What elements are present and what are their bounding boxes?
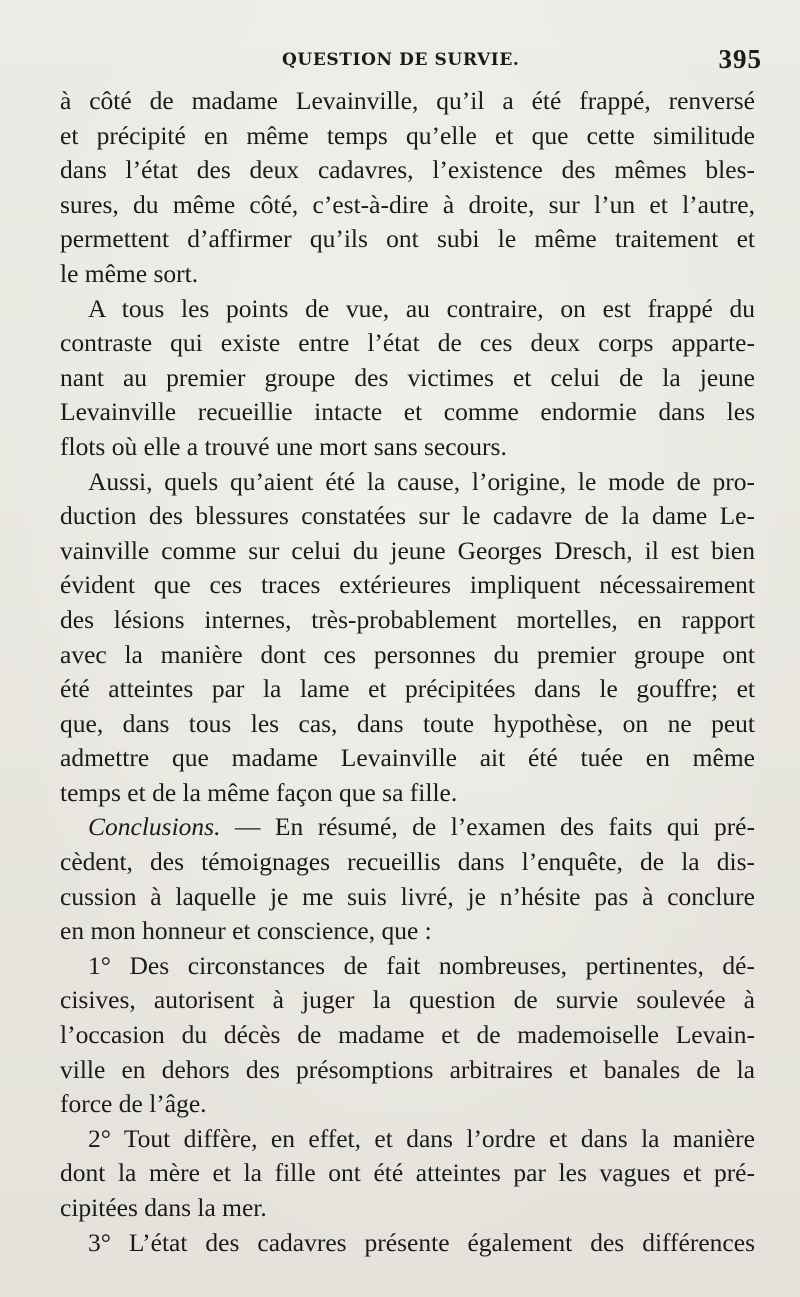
text-line: 2° Tout diffère, en effet, et dans l’ordre et dans la manière <box>88 1123 755 1153</box>
text-line: flots où elle a trouvé une mort sans secours. <box>60 431 507 461</box>
text-line: l’occasion du décès de madame et de mademoiselle Levain- <box>60 1020 755 1050</box>
text-line: évident que ces traces extérieures impliquent nécessairement <box>60 570 755 600</box>
text-line: A tous les points de vue, au contraire, on est frappé du <box>88 293 755 323</box>
text-line: cèdent, des témoignages recueillis dans l’enquête, de la dis- <box>60 847 755 877</box>
text-line: dans l’état des deux cadavres, l’existence des mêmes bles- <box>60 155 755 185</box>
text-line: des lésions internes, très-probablement mortelles, en rapport <box>60 604 755 634</box>
text-line: permettent d’affirmer qu’ils ont subi le même traitement et <box>60 224 755 254</box>
text-line: Levainville recueillie intacte et comme endormie dans les <box>60 397 755 427</box>
text-line: nant au premier groupe des victimes et celui de la jeune <box>60 362 755 392</box>
body-text <box>60 84 755 1260</box>
page-number: 395 <box>718 44 762 74</box>
text-line: dont la mère et la fille ont été atteintes par les vagues et pré- <box>60 1158 755 1188</box>
text-line: ville en dehors des présomptions arbitraires et banales de la <box>60 1054 755 1084</box>
text-line: sures, du même côté, c’est-à-dire à droite, sur l’un et l’autre, <box>60 189 755 219</box>
text-line: et précipité en même temps qu’elle et que cette similitude <box>60 120 755 150</box>
text-line: 1° Des circonstances de fait nombreuses, pertinentes, dé- <box>88 950 755 980</box>
running-title: QUESTION DE SURVIE. <box>282 50 520 70</box>
text-line: cipitées dans la mer. <box>60 1193 267 1222</box>
text-line: admettre que madame Levainville ait été tuée en même <box>60 743 755 773</box>
text-line: temps et de la même façon que sa fille. <box>60 777 458 807</box>
text-line: 3° L’état des cadavres présente également des différences <box>88 1227 755 1257</box>
text-line: été atteintes par la lame et précipitées dans le gouffre; et <box>60 674 755 704</box>
conclusions-label: Conclusions. <box>88 812 221 842</box>
text-line: force de l’âge. <box>60 1089 207 1119</box>
text-line: le même sort. <box>60 258 199 288</box>
text-line: vainville comme sur celui du jeune Georges Dresch, il est bien <box>60 535 755 565</box>
page-header <box>0 42 800 78</box>
text-line: avec la manière dont ces personnes du premier groupe ont <box>60 639 755 669</box>
text-line: Aussi, quels qu’aient été la cause, l’origine, le mode de pro- <box>88 466 755 496</box>
text-line: duction des blessures constatées sur le cadavre de la dame Le- <box>60 501 755 531</box>
conclusions-text: — En résumé, de l’examen des faits qui pré- <box>234 812 755 842</box>
text-line: en mon honneur et conscience, que : <box>60 916 432 946</box>
conclusions-line <box>60 810 755 845</box>
text-line: cisives, autorisent à juger la question de survie soulevée à <box>60 985 755 1015</box>
text-line: que, dans tous les cas, dans toute hypothèse, on ne peut <box>60 708 755 738</box>
text-line: à côté de madame Levainville, qu’il a été frappé, renversé <box>60 86 755 115</box>
text-line: contraste qui existe entre l’état de ces deux corps apparte- <box>60 328 755 358</box>
text-line: cussion à laquelle je me suis livré, je n’hésite pas à conclure <box>60 881 755 911</box>
